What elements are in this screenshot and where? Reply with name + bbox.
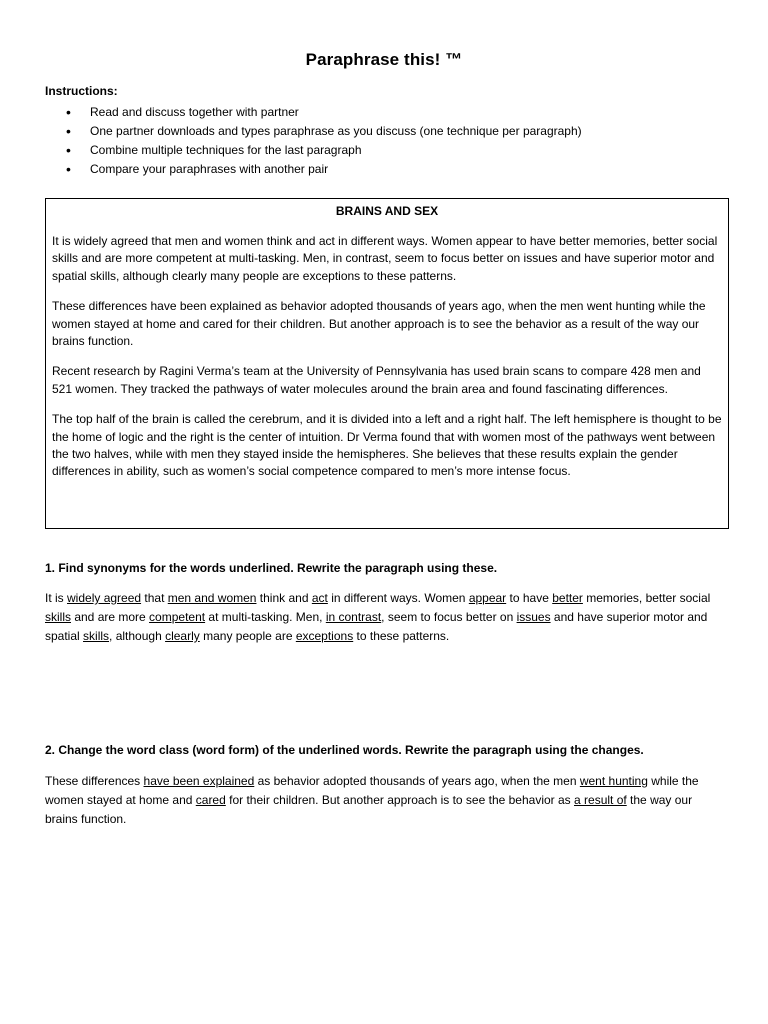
question-1-paragraph: [45, 589, 725, 646]
paragraph-text: that: [141, 591, 168, 605]
reading-passage-box: [45, 198, 729, 529]
instruction-item: • One partner downloads and types paraphrase as you discuss (one technique per paragraph): [66, 123, 582, 142]
underlined-term: issues: [516, 610, 551, 624]
underlined-term: skills: [45, 610, 71, 624]
paragraph-text: for their children. But another approach is to see the behavior as: [225, 793, 575, 807]
underlined-term: a result of: [574, 793, 627, 807]
instructions-heading: Instructions:: [45, 84, 118, 98]
passage-paragraph: These differences have been explained as behavior adopted thousands of years ago, when the men went hunting while the women stayed at home and cared for their children. But another approach is to see the behavior as a result of the way our brains function.: [52, 299, 706, 349]
instruction-item: • Read and discuss together with partner: [66, 104, 582, 123]
instruction-item: • Compare your paraphrases with another pair: [66, 161, 582, 180]
underlined-term: better: [552, 591, 583, 605]
paragraph-text: , although: [109, 629, 166, 643]
paragraph-text: It is: [45, 591, 68, 605]
underlined-term: have been explained: [143, 774, 255, 788]
underlined-term: act: [311, 591, 328, 605]
paragraph-text: and are more: [71, 610, 150, 624]
passage-paragraph: Recent research by Ragini Verma’s team at the University of Pennsylvania has used brain scans to compare 428 men and 521 women. They tracked the pathways of water molecules around the brain area and found fascinating differences.: [52, 364, 701, 396]
underlined-term: men and women: [167, 591, 257, 605]
underlined-term: appear: [468, 591, 507, 605]
paragraph-text: memories, better social: [582, 591, 711, 605]
question-2-heading: 2. Change the word class (word form) of the underlined words. Rewrite the paragraph using the changes.: [45, 743, 644, 757]
paragraph-text: in different ways. Women: [327, 591, 469, 605]
underlined-term: widely agreed: [67, 591, 142, 605]
passage-paragraph: The top half of the brain is called the cerebrum, and it is divided into a left and a right half. The left hemisphere is thought to be the home of logic and the right is the center of intuition. Dr Verma found that with women most of the pathways went between the two halves, while with men they stayed inside the hemispheres. She believes that these results explain the gender differences in ability, such as women’s social competence compared to men’s more intense focus.: [52, 412, 722, 479]
paragraph-text: while the women stayed at home and: [45, 774, 699, 807]
paragraph-text: to these patterns.: [353, 629, 450, 643]
paragraph-text: as behavior adopted thousands of years ago, when the men: [254, 774, 580, 788]
paragraph-text: , seem to focus better on: [381, 610, 517, 624]
question-2-paragraph: [45, 772, 725, 829]
paragraph-text: the way our brains function.: [45, 793, 693, 826]
paragraph-text: and have superior motor and spatial: [45, 610, 708, 643]
underlined-term: skills: [83, 629, 110, 643]
instruction-item: • Combine multiple techniques for the last paragraph: [66, 142, 582, 161]
underlined-term: in contrast: [325, 610, 382, 624]
paragraph-text: at multi-tasking. Men,: [205, 610, 326, 624]
paragraph-text: many people are: [199, 629, 296, 643]
paragraph-text: These differences: [45, 774, 144, 788]
instructions-list: [66, 104, 582, 180]
underlined-term: competent: [149, 610, 206, 624]
underlined-term: cared: [195, 793, 226, 807]
page-title: Paraphrase this! ™: [305, 50, 463, 69]
question-1-heading: 1. Find synonyms for the words underlined. Rewrite the paragraph using these.: [45, 561, 498, 575]
underlined-term: clearly: [165, 629, 200, 643]
underlined-term: exceptions: [295, 629, 354, 643]
passage-paragraph: It is widely agreed that men and women think and act in different ways. Women appear to have better memories, better social skills and are more competent at multi-tasking. Men, in contrast, seem to focus better on issues and have superior motor and spatial skills, although clearly many people are exceptions to these patterns.: [52, 234, 718, 283]
paragraph-text: think and: [256, 591, 312, 605]
passage-title: BRAINS AND SEX: [335, 204, 439, 218]
paragraph-text: to have: [506, 591, 553, 605]
underlined-term: went hunting: [579, 774, 648, 788]
